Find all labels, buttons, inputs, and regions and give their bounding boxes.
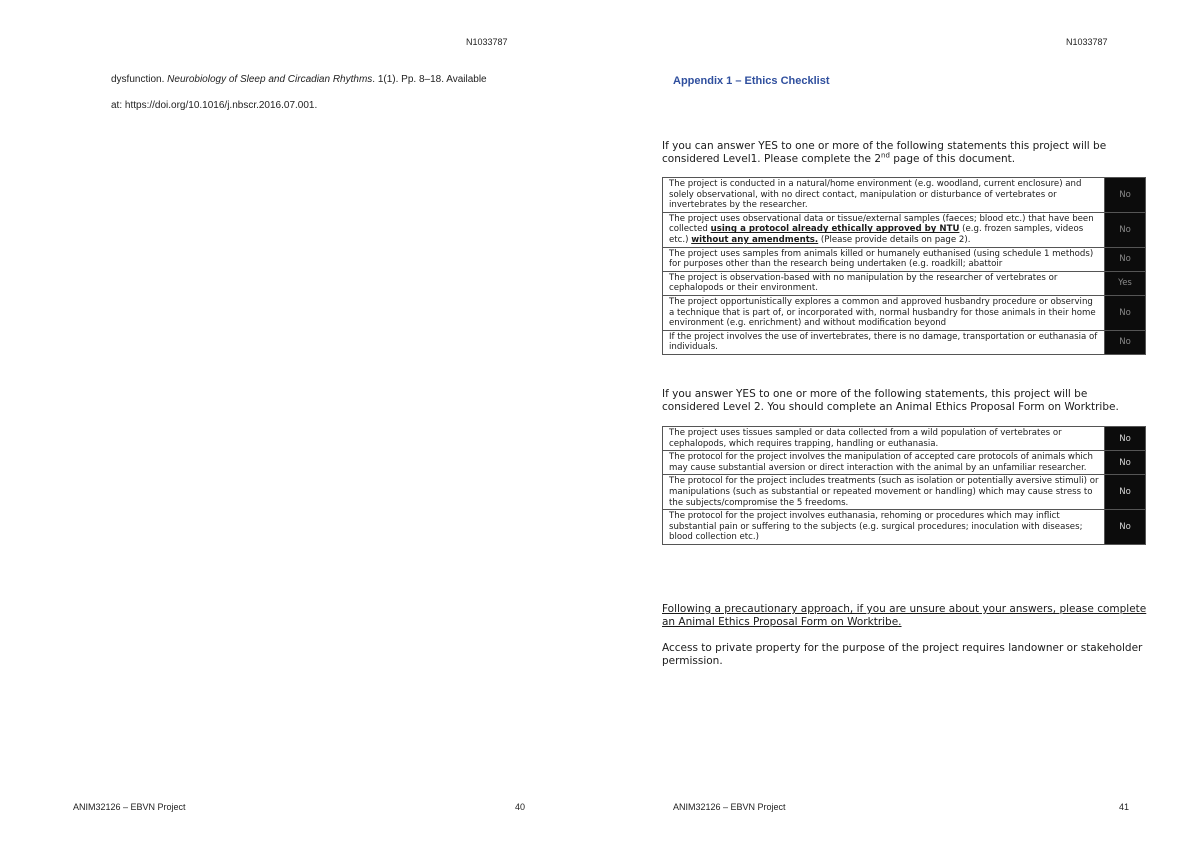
checklist-row	[663, 212, 1146, 247]
statement-cell	[663, 330, 1105, 354]
answer-cell: No	[1105, 451, 1146, 475]
statement-text: If the project involves the use of invertebrates, there is no damage, transportation or euthanasia of individuals.	[669, 331, 1098, 353]
answer-cell: No	[1105, 427, 1146, 451]
page-footer: ANIM32126 – EBVN Project	[673, 802, 786, 812]
statement-cell	[663, 271, 1105, 295]
statement-text: (e.g. frozen samples, videos etc.)	[669, 224, 1084, 245]
checklist-row	[663, 427, 1146, 451]
precaution-note: Following a precautionary approach, if you are unsure about your answers, please complete an Animal Ethics Proposal Form on Worktribe.	[662, 603, 1147, 628]
checklist-row	[663, 510, 1146, 545]
statement-text: The project uses observational data or tissue/external samples (faeces; blood etc.) that have been collected	[669, 213, 1094, 235]
statement-cell	[663, 178, 1105, 213]
answer-cell: No	[1105, 330, 1146, 354]
checklist-row	[663, 295, 1146, 330]
answer-cell: No	[1105, 475, 1146, 510]
page-title: Appendix 1 – Ethics Checklist	[673, 75, 830, 87]
statement-text: The project is observation-based with no manipulation by the researcher of vertebrates or cephalopods or their environment.	[669, 272, 1058, 294]
access-note: Access to private property for the purpose of the project requires landowner or stakeholder permission.	[662, 642, 1143, 667]
statement-cell: The protocol for the project involves euthanasia, rehoming or procedures which may inflict substantial pain or suffering to the subjects (e.g. surgical procedures; inoculation with diseases; blood collection etc.)	[663, 510, 1105, 545]
statement-text: (Please provide details on page 2).	[818, 234, 971, 245]
level1-intro	[662, 140, 1148, 166]
statement-text: The project is conducted in a natural/home environment (e.g. woodland, current enclosure) and solely observational, with no direct contact, manipulation or disturbance of vertebrates or invertebrates by the researcher.	[669, 179, 1082, 211]
answer-cell: Yes	[1105, 271, 1146, 295]
doc-id: N1033787	[1066, 37, 1108, 47]
statement-cell	[663, 247, 1105, 271]
checklist-row	[663, 271, 1146, 295]
page-number: 41	[1119, 802, 1130, 812]
statement-cell: The protocol for the project involves the manipulation of accepted care protocols of animals which may cause substantial aversion or direct interaction with the animal by an unfamiliar researcher.	[663, 451, 1105, 475]
superscript: nd	[881, 151, 890, 160]
page-footer: ANIM32126 – EBVN Project	[73, 802, 186, 812]
emphasis-text: without any amendments.	[691, 234, 819, 245]
checklist-row	[663, 247, 1146, 271]
journal-title: Neurobiology of Sleep and Circadian Rhythms	[167, 74, 373, 85]
intro-text: If you can answer YES to one or more of the following statements this project will be considered Level1. Please complete the 2	[662, 140, 1107, 165]
statement-text: The project uses samples from animals killed or humanely euthanised (using schedule 1 methods) for purposes other than the research being undertaken (e.g. roadkill; abattoir	[669, 248, 1094, 270]
statement-cell: The project uses tissues sampled or data collected from a wild population of vertebrates or cephalopods, which requires trapping, handling or euthanasia.	[663, 427, 1105, 451]
checklist-row	[663, 451, 1146, 475]
page-number: 40	[515, 802, 526, 812]
checklist-row	[663, 178, 1146, 213]
level2-checklist-table	[662, 426, 1146, 545]
checklist-row	[663, 475, 1146, 510]
reference-line	[111, 74, 487, 85]
statement-cell: The protocol for the project includes treatments (such as isolation or potentially aversive stimuli) or manipulations (such as substantial or repeated movement or handling) which may cause stress to the subjects/compromise the 5 freedoms.	[663, 475, 1105, 510]
level1-checklist-table	[662, 177, 1146, 355]
statement-text: The project opportunistically explores a common and approved husbandry procedure or observing a technique that is part of, or incorporated with, normal husbandry for those animals in their home environment (e.g. enrichment) and without modification beyond	[669, 296, 1096, 329]
statement-cell	[663, 295, 1105, 330]
right-page	[600, 0, 1200, 849]
answer-cell: No	[1105, 247, 1146, 271]
intro-text: page of this document.	[889, 153, 1016, 165]
reference-text: dysfunction.	[111, 74, 168, 85]
reference-text: . 1(1). Pp. 8–18. Available	[372, 74, 487, 85]
answer-cell: No	[1105, 178, 1146, 213]
statement-cell	[663, 212, 1105, 247]
emphasis-text: using a protocol already ethically approved by NTU	[710, 224, 960, 235]
checklist-row	[663, 330, 1146, 354]
level2-intro: If you answer YES to one or more of the following statements, this project will be considered Level 2. You should complete an Animal Ethics Proposal Form on Worktribe.	[662, 388, 1119, 413]
doc-id: N1033787	[466, 37, 508, 47]
answer-cell: No	[1105, 212, 1146, 247]
answer-cell: No	[1105, 510, 1146, 545]
reference-doi: at: https://doi.org/10.1016/j.nbscr.2016.07.001.	[111, 100, 318, 111]
answer-cell: No	[1105, 295, 1146, 330]
